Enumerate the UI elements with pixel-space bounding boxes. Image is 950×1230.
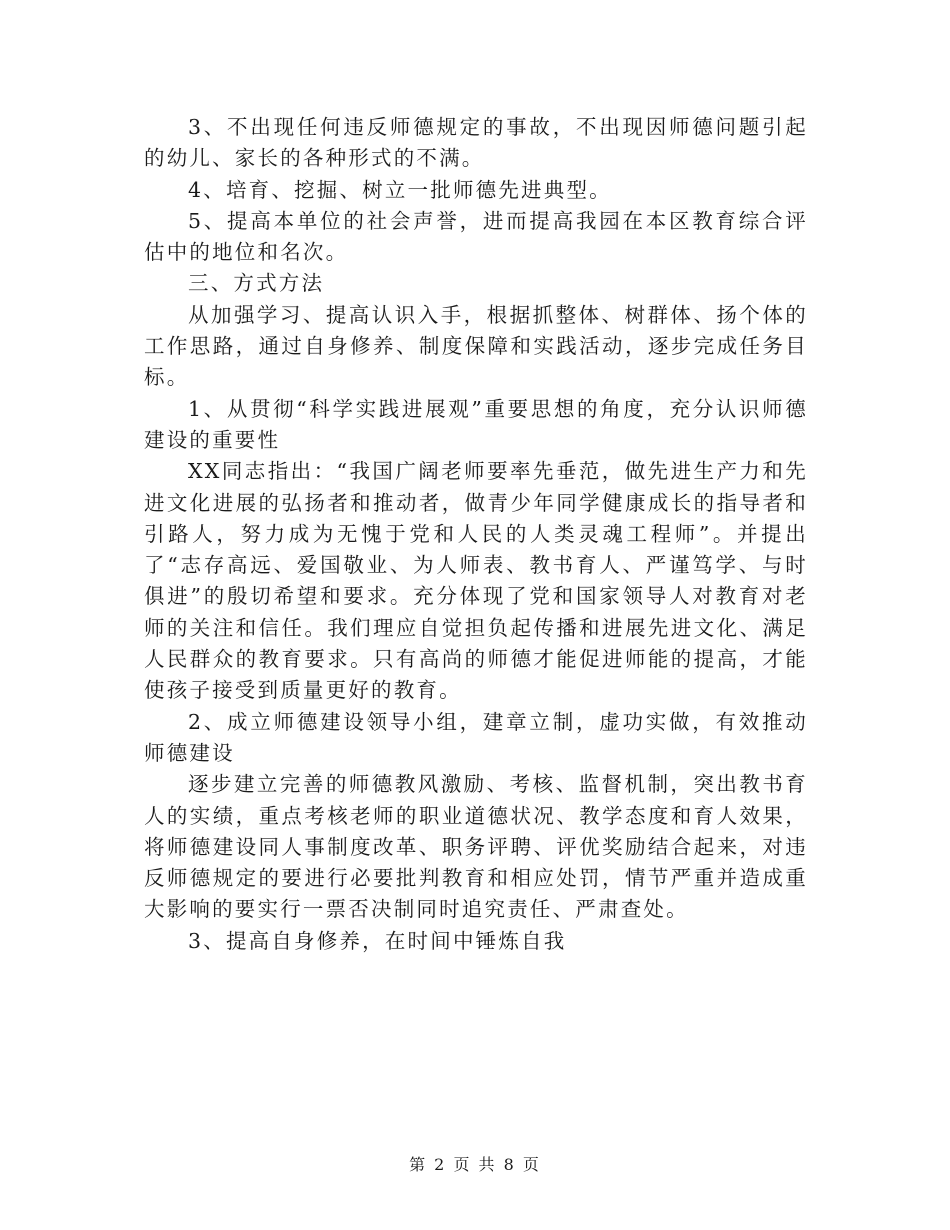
- subheading-method-2: 2、成立师德建设领导小组，建章立制，虚功实做，有效推动师德建设: [144, 709, 808, 765]
- document-body: [144, 112, 808, 957]
- subheading-method-1: 1、从贯彻“科学实践进展观”重要思想的角度，充分认识师德建设的重要性: [144, 396, 808, 452]
- paragraph-goal-5: 5、提高本单位的社会声誉，进而提高我园在本区教育综合评估中的地位和名次。: [144, 208, 808, 265]
- paragraph-goal-3: 3、不出现任何违反师德规定的事故，不出现因师德问题引起的幼儿、家长的各种形式的不满。: [144, 115, 808, 171]
- paragraph-method-2-body: 逐步建立完善的师德教风激励、考核、监督机制，突出教书育人的实绩，重点考核老师的职业道德状况、教学态度和育人效果，将师德建设同人事制度改革、职务评聘、评优奖励结合起来，对违反师德规定的要进行必要批判教育和相应处罚，情节严重并造成重大影响的要实行一票否决制同时追究责任、严肃查处。: [144, 772, 808, 922]
- paragraph-methods-intro: 从加强学习、提高认识入手，根据抓整体、树群体、扬个体的工作思路，通过自身修养、制度保障和实践活动，逐步完成任务目标。: [144, 302, 808, 390]
- page-number-footer: 第 2 页 共 8 页: [409, 1155, 541, 1174]
- subheading-method-3: 3、提高自身修养，在时间中锤炼自我: [188, 928, 567, 953]
- paragraph-method-1-body: XX同志指出：“我国广阔老师要率先垂范，做先进生产力和先进文化进展的弘扬者和推动者，做青少年同学健康成长的指导者和引路人，努力成为无愧于党和人民的人类灵魂工程师”。并提出了“志存高远、爱国敬业、为人师表、教书育人、严谨笃学、与时俱进”的殷切希望和要求。充分体现了党和国家领导人对教育对老师的关注和信任。我们理应自觉担负起传播和进展先进文化、满足人民群众的教育要求。只有高尚的师德才能促进师能的提高，才能使孩子接受到质量更好的教育。: [144, 459, 808, 703]
- paragraph-goal-4: 4、培育、挖掘、树立一批师德先进典型。: [188, 177, 612, 202]
- section-heading-methods: 三、方式方法: [188, 271, 325, 296]
